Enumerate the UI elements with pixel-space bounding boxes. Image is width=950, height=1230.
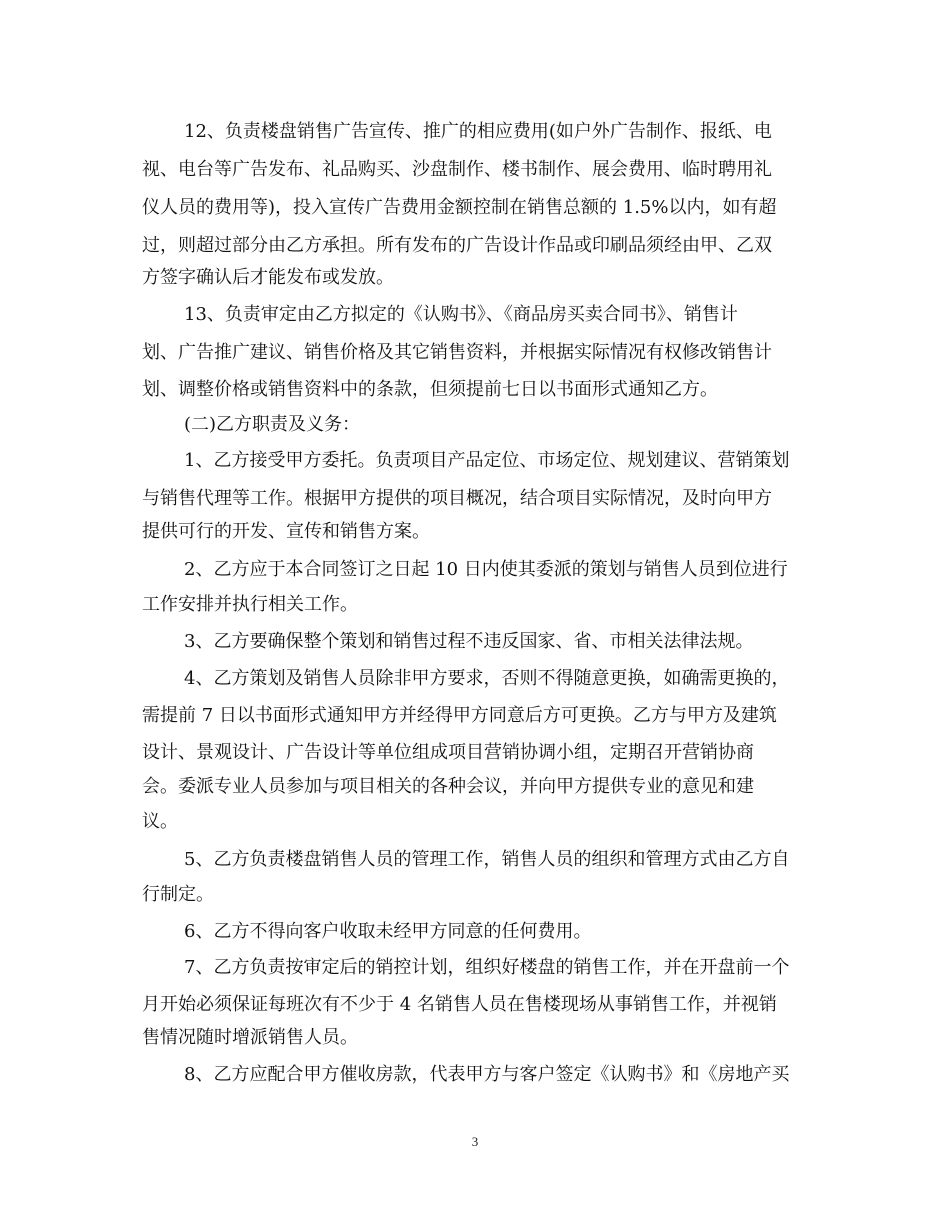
text-line: 议。 [142, 811, 178, 832]
text-line: 2、乙方应于本合同签订之日起 10 日内使其委派的策划与销售人员到位进行 [184, 559, 788, 580]
text-line: 12、负责楼盘销售广告宣传、推广的相应费用(如户外广告制作、报纸、电 [184, 121, 772, 142]
text-line: 视、电台等广告发布、礼品购买、沙盘制作、楼书制作、展会费用、临时聘用礼 [142, 159, 772, 180]
text-line: 划、调整价格或销售资料中的条款，但须提前七日以书面形式通知乙方。 [142, 379, 718, 400]
page-number: 3 [471, 1134, 479, 1149]
text-line: 与销售代理等工作。根据甲方提供的项目概况，结合项目实际情况，及时向甲方 [142, 488, 772, 509]
text-line: 6、乙方不得向客户收取未经甲方同意的任何费用。 [184, 921, 592, 942]
text-line: 月开始必须保证每班次有不少于 4 名销售人员在售楼现场从事销售工作，并视销 [142, 994, 777, 1015]
text-line: 13、负责审定由乙方拟定的《认购书》、《商品房买卖合同书》、销售计 [184, 304, 738, 325]
text-line: 7、乙方负责按审定后的销控计划，组织好楼盘的销售工作，并在开盘前一个 [184, 957, 790, 978]
text-line: 8、乙方应配合甲方催收房款，代表甲方与客户签定《认购书》和《房地产买 [184, 1064, 790, 1085]
text-line: 4、乙方策划及销售人员除非甲方要求，否则不得随意更换，如确需更换的， [184, 668, 790, 689]
text-line: 行制定。 [142, 884, 214, 905]
text-line: 3、乙方要确保整个策划和销售过程不违反国家、省、市相关法律法规。 [184, 631, 754, 652]
text-line: 设计、景观设计、广告设计等单位组成项目营销协调小组，定期召开营销协商 [142, 742, 754, 763]
section-heading: (二)乙方职责及义务： [184, 414, 361, 435]
text-line: 需提前 7 日以书面形式通知甲方并经得甲方同意后方可更换。乙方与甲方及建筑 [142, 705, 777, 726]
text-line: 提供可行的开发、宣传和销售方案。 [142, 521, 430, 542]
text-line: 售情况随时增派销售人员。 [142, 1027, 358, 1048]
text-line: 5、乙方负责楼盘销售人员的管理工作，销售人员的组织和管理方式由乙方自 [184, 849, 790, 870]
text-line: 仪人员的费用等)，投入宣传广告费用金额控制在销售总额的 1.5%以内，如有超 [142, 197, 777, 218]
text-line: 划、广告推广建议、销售价格及其它销售资料，并根据实际情况有权修改销售计 [142, 342, 772, 363]
text-line: 过，则超过部分由乙方承担。所有发布的广告设计作品或印刷品须经由甲、乙双 [142, 235, 772, 256]
text-line: 1、乙方接受甲方委托。负责项目产品定位、市场定位、规划建议、营销策划 [184, 450, 790, 471]
text-line: 工作安排并执行相关工作。 [142, 594, 358, 615]
text-line: 方签字确认后才能发布或发放。 [142, 267, 394, 288]
text-line: 会。委派专业人员参加与项目相关的各种会议，并向甲方提供专业的意见和建 [142, 776, 754, 797]
